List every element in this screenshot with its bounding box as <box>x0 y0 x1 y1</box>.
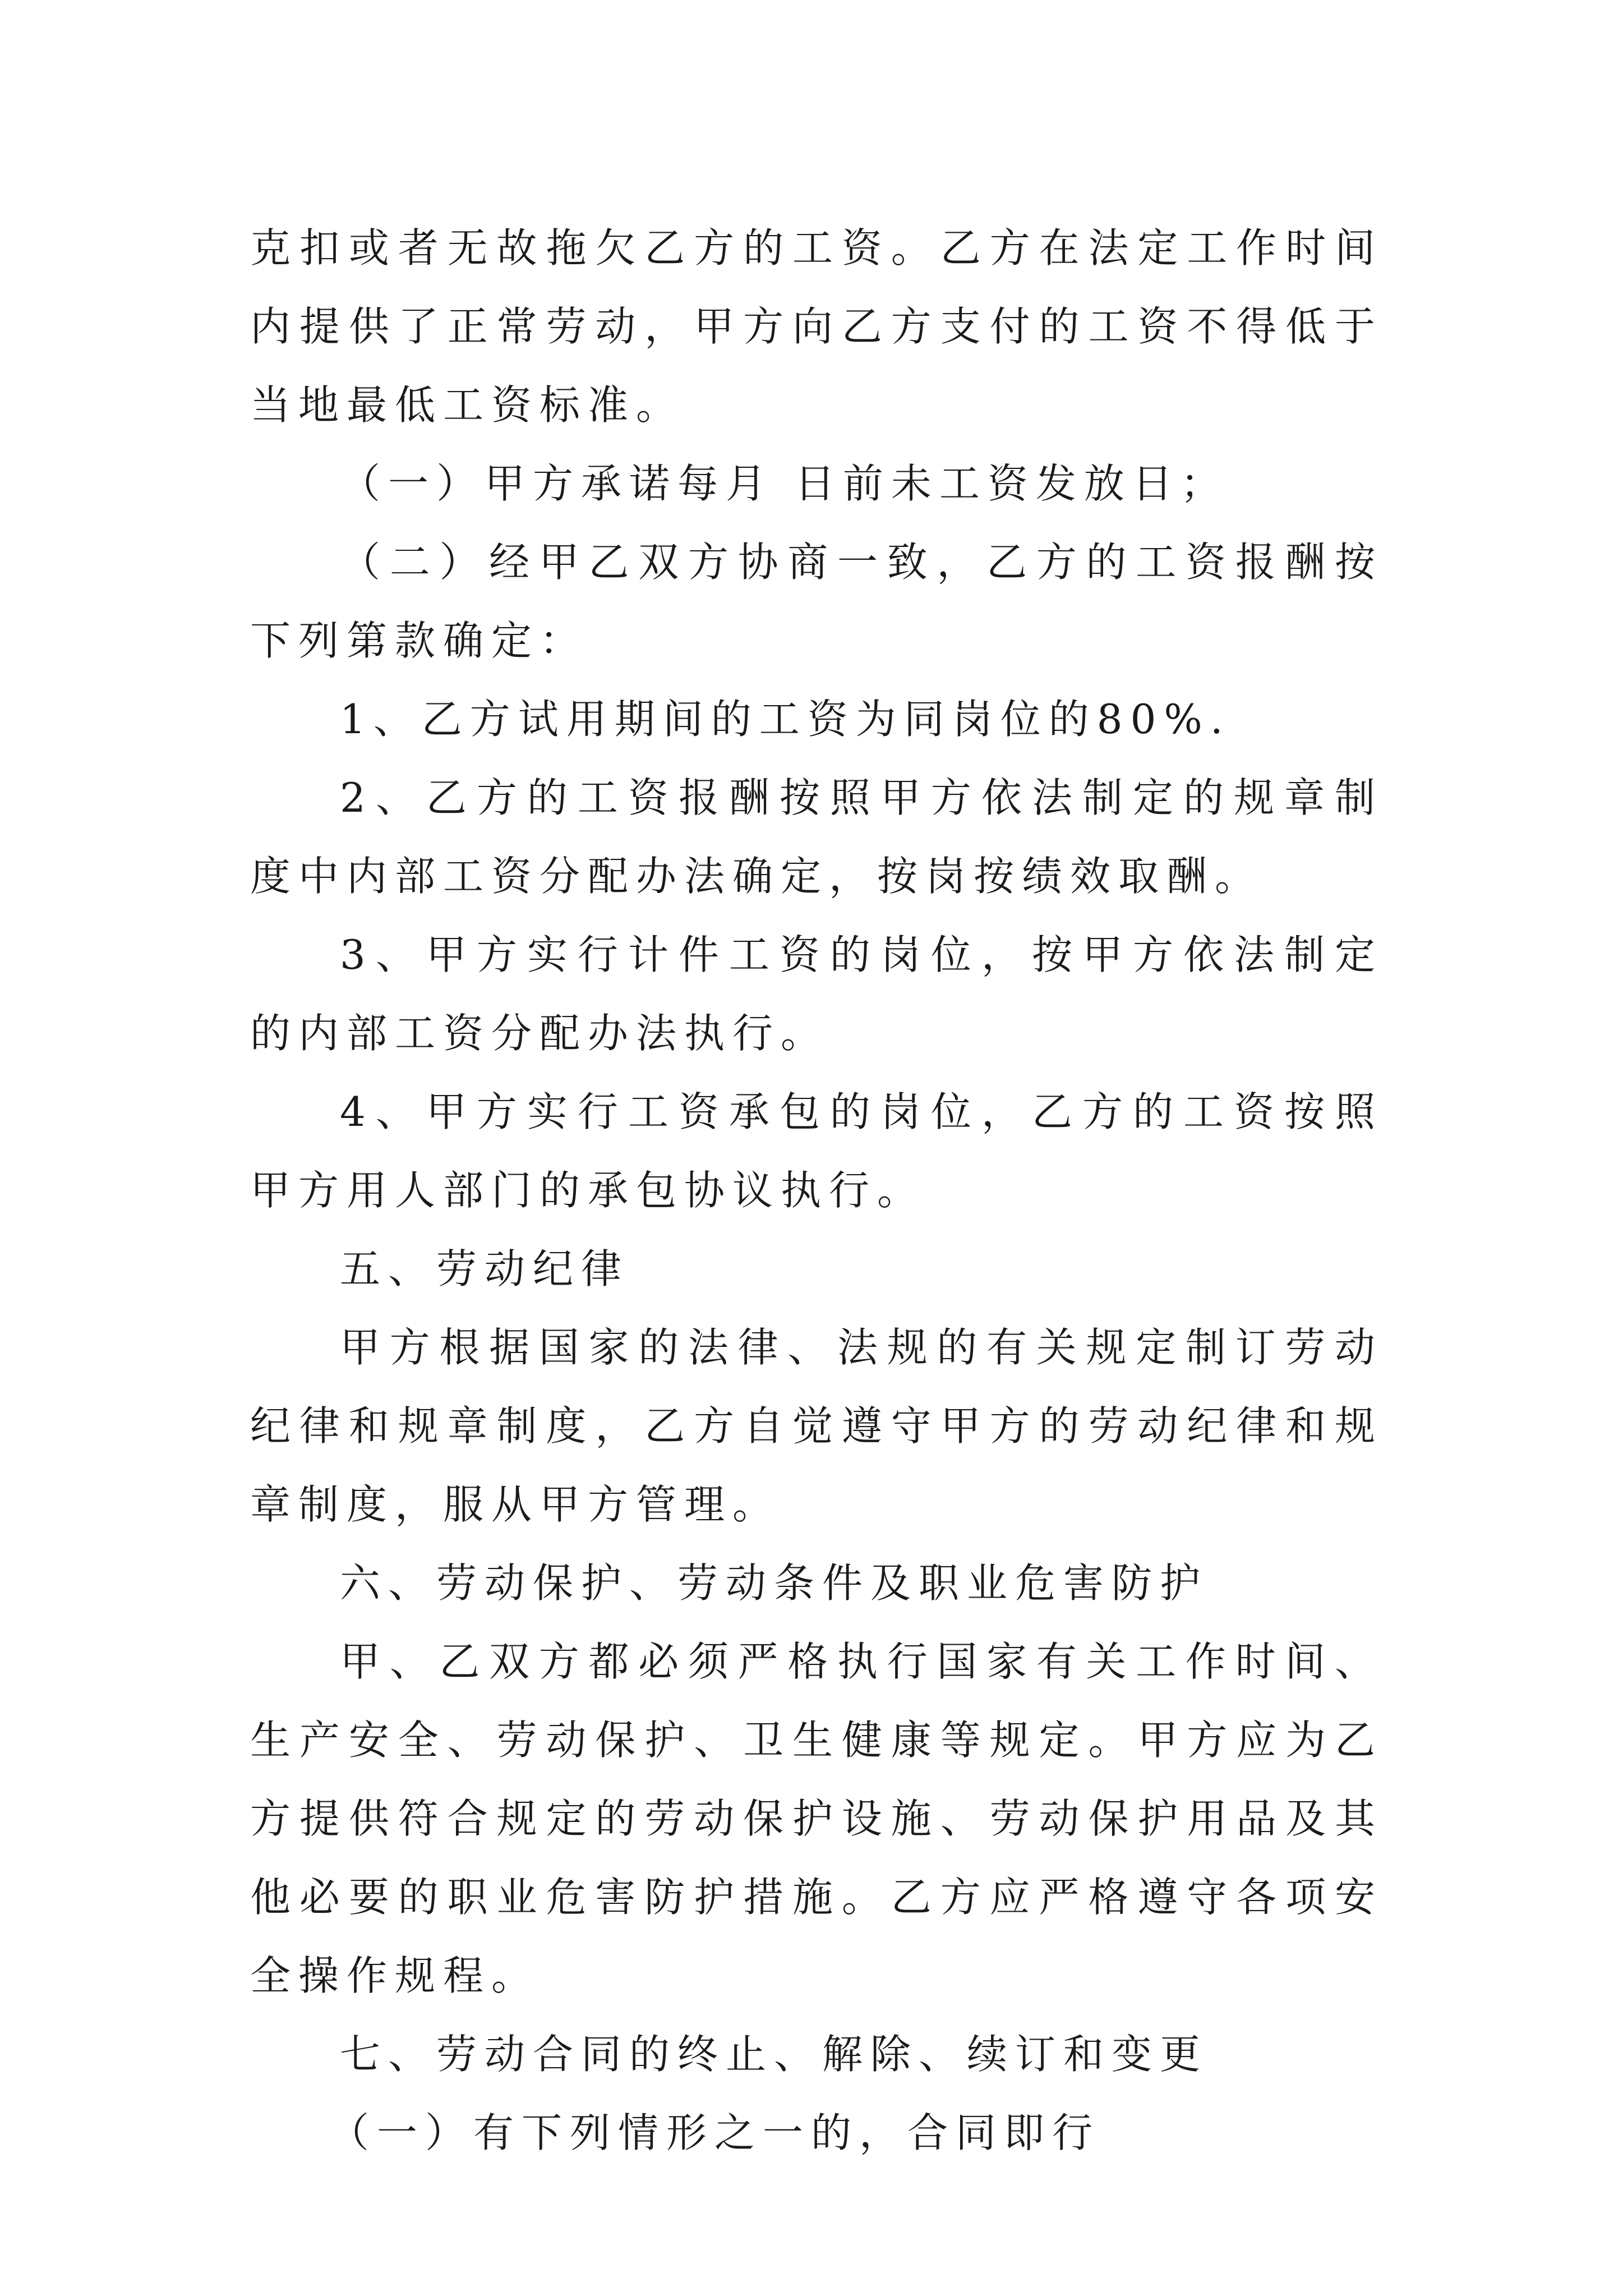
paragraph-pay-date: （一）甲方承诺每月 日前未工资发放日； <box>340 460 1229 507</box>
paragraph-item-4: 4、甲方实行工资承包的岗位，乙方的工资按照甲方用人部门的承包协议执行。 <box>250 1088 1383 1214</box>
paragraph-labor-protection: 甲、乙双方都必须严格执行国家有关工作时间、生产安全、劳动保护、卫生健康等规定。甲方应为乙方提供符合规定的劳动保护设施、劳动保护用品及其他必要的职业危害防护措施。乙方应严格遵守各项安全操作规程。 <box>250 1638 1383 1999</box>
paragraph-wage-terms: （二）经甲乙双方协商一致，乙方的工资报酬按下列第款确定： <box>250 539 1383 664</box>
section-heading-contract-termination: 七、劳动合同的终止、解除、续订和变更 <box>340 2031 1209 2078</box>
paragraph-item-2: 2、乙方的工资报酬按照甲方依法制定的规章制度中内部工资分配办法确定，按岗按绩效取酬。 <box>250 774 1383 900</box>
section-heading-labor-protection: 六、劳动保护、劳动条件及职业危害防护 <box>340 1559 1209 1607</box>
paragraph-item-1: 1、乙方试用期间的工资为同岗位的80%. <box>340 696 1231 743</box>
paragraph-wage-deduction: 克扣或者无故拖欠乙方的工资。乙方在法定工作时间内提供了正常劳动，甲方向乙方支付的工资不得低于当地最低工资标准。 <box>250 224 1383 429</box>
document-body <box>250 209 1383 2172</box>
paragraph-termination-conditions: （一）有下列情形之一的，合同即行 <box>329 2109 1101 2156</box>
paragraph-labor-discipline: 甲方根据国家的法律、法规的有关规定制订劳动纪律和规章制度，乙方自觉遵守甲方的劳动纪律和规章制度，服从甲方管理。 <box>250 1324 1383 1528</box>
paragraph-item-3: 3、甲方实行计件工资的岗位，按甲方依法制定的内部工资分配办法执行。 <box>250 931 1383 1057</box>
section-heading-labor-discipline: 五、劳动纪律 <box>340 1245 630 1292</box>
